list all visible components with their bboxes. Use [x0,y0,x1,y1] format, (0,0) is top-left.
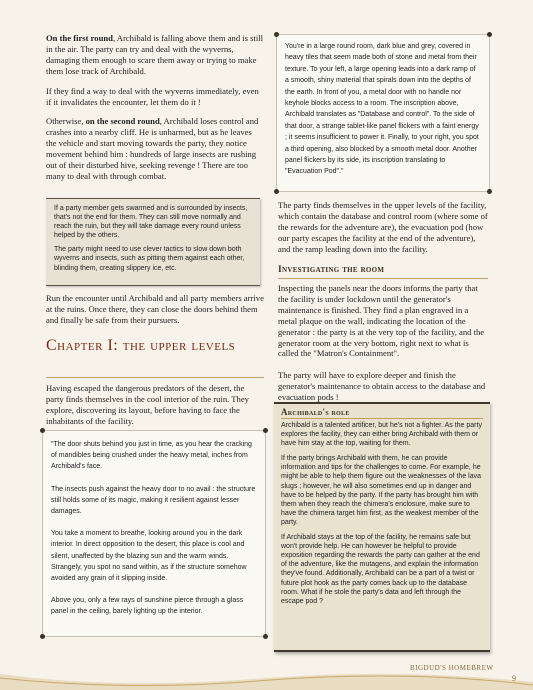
first-round-text: , Archibald is falling above them and is still in the air. The party can try and deal with the wyverns, damaging them enough to scare them away or trying to make them lose track of Archibald. [46,33,264,76]
read-door-shuts: "The door shuts behind you just in time, as you hear the cracking of mandibles being crushed under the heavy metal, inches from Archibald's face. [51,441,252,471]
paragraph-inspecting: Inspecting the panels near the doors informs the party that the facility is under lockdown until the generator's maintenance is finished. They find a plan engraved in a metal plaque on the wall, indicating the location of the generator : the party is at the very top of the facility, and the generator room at the very bottom, right next to what is called the "Matron's Containment". [278,283,485,359]
sidebar-archibald-role [274,402,490,652]
sidebar-title-underline [281,418,483,419]
paragraph-escaped: Having escaped the dangerous predators of the desert, the party finds themselves in the cool interior of the ruin. They explore, discovering its layout, before having to face the inhabitants of the facility. [46,383,249,426]
paragraph-first-round [46,33,264,77]
corner-ornament [274,189,279,194]
read-aloud-box-round-room [276,34,490,192]
second-round-bold: on the second round [85,116,160,126]
corner-ornament [487,32,492,37]
paragraph-second-round [46,116,264,181]
sidebar-stays-top: If Archibald stays at the top of the facility, he remains safe but won't provide help. He can however be helpful to provide exposition regarding the rewards the party can gather at the end of the adventure, like the mutagens, and explain the information they've found. Additionally, Archibald can be a part of a twist or future plot hook as the party comes back up to the database room. What if he stole the party's data and left through the escape pod ? [281,534,480,605]
first-round-bold: On the first round [46,33,113,43]
read-aloud-box-door [42,430,266,637]
read-round-room: You're in a large round room, dark blue and grey, covered in heavy tiles that seem made both of stone and metal from their texture. To your left, a large opening leads into a dark ramp of a smooth, shiny material that spirals down into the depths of the earth. In front of you, a metal door with no handle nor keyhole blocks access to a room. The inscription above, Archibald translates as "Database and control". To the side of that door, a strange tablet-like panel flickers with a faint energy ; it seems insufficient to power it. Finally, to your right, you spot a third opening, also blocked by a smooth metal door. Another panel flickers by its side, its inscription translating to "Evacuation Pod"." [285,43,479,176]
footer-label: BIGDUD'S HOMEBREW [410,664,494,672]
heading-investigating-room: Investigating the room [278,265,385,275]
sidebar-artificer: Archibald is a talented artificer, but he's not a fighter. As the party explores the facility, they can either bring Archibald with them or have him stay at the top, waiting for them. [281,422,482,448]
paragraph-run-encounter: Run the encounter until Archibald and all party members arrive at the ruins. Once there, they can close the doors behind them and finally be safe from their pursuers. [46,293,264,325]
sidebar-brings-archibald: If the party brings Archibald with them, he can provide information and tips for the challenges to come. For example, he might be able to help them figure out the weaknesses of the lava slugs ; however, he will also sometimes end up in danger and have to be helped by the party. If the party has brought him with them when they reach the chimera's enclosure, make sure to have the chimera target him first, as the weakest member of the party. [281,455,482,526]
note-tactics: The party might need to use clever tactics to slow down both wyverns and insects, such as pitting them against each other, blinding them, creating slippery ice, etc. [54,246,245,272]
paragraph-upper-levels: The party finds themselves in the upper levels of the facility, which contain the database and control room (where some of the rewards for the adventure are), the evacuation pod (how our party escapes the facility at the end of the adventure), and the ramp leading down into the facility. [278,200,488,254]
note-box-insects [46,198,260,286]
chapter-underline [46,377,264,378]
heading-underline [278,278,488,279]
paragraph-deal-wyverns: If they find a way to deal with the wyverns immediately, even if it invalidates the encounter, let them do it ! [46,86,259,107]
second-round-text: , Archibald loses control and crashes into a nearby cliff. He is unharmed, but as he leaves the vehicle and start moving towards the party, they notice movement behind him : hundreds of large insects are rushing out of their disturbed hive, seeking revenge ! There are too many to deal with through combat. [46,116,259,181]
chapter-title: Chapter I: the upper levels [46,337,236,354]
corner-ornament [487,189,492,194]
corner-ornament [274,32,279,37]
corner-ornament [40,634,45,639]
corner-ornament [40,428,45,433]
corner-ornament [263,634,268,639]
read-rays-sunshine: Above you, only a few rays of sunshine pierce through a glass panel in the ceiling, barely lighting up the interior. [51,597,244,616]
read-take-moment: You take a moment to breathe, looking around you in the dark interior. In direct opposition to the desert, this place is cool and silent, unaffected by the blazing sun and the warm winds. Strangely, you spot no sand within, as if the structure somehow avoided any grain of it slipping inside. [51,530,247,583]
page-number: 9 [512,674,516,683]
read-insects-push: The insects push against the heavy door to no avail : the structure still holds some of its magic, making it resilient against lesser damages. [51,485,256,516]
paragraph-explore-deeper: The party will have to explore deeper and finish the generator's maintenance to obtain access to the database and evacuation pods ! [278,370,486,402]
corner-ornament [263,428,268,433]
note-swarmed: If a party member gets swarmed and is surrounded by insects, that's not the end for them. They can still move normally and reach the ruin, but they will take damage every round unless helped by the others. [54,205,248,240]
second-round-pre: Otherwise, [46,116,86,126]
sidebar-title: Archibald's role [281,407,350,417]
